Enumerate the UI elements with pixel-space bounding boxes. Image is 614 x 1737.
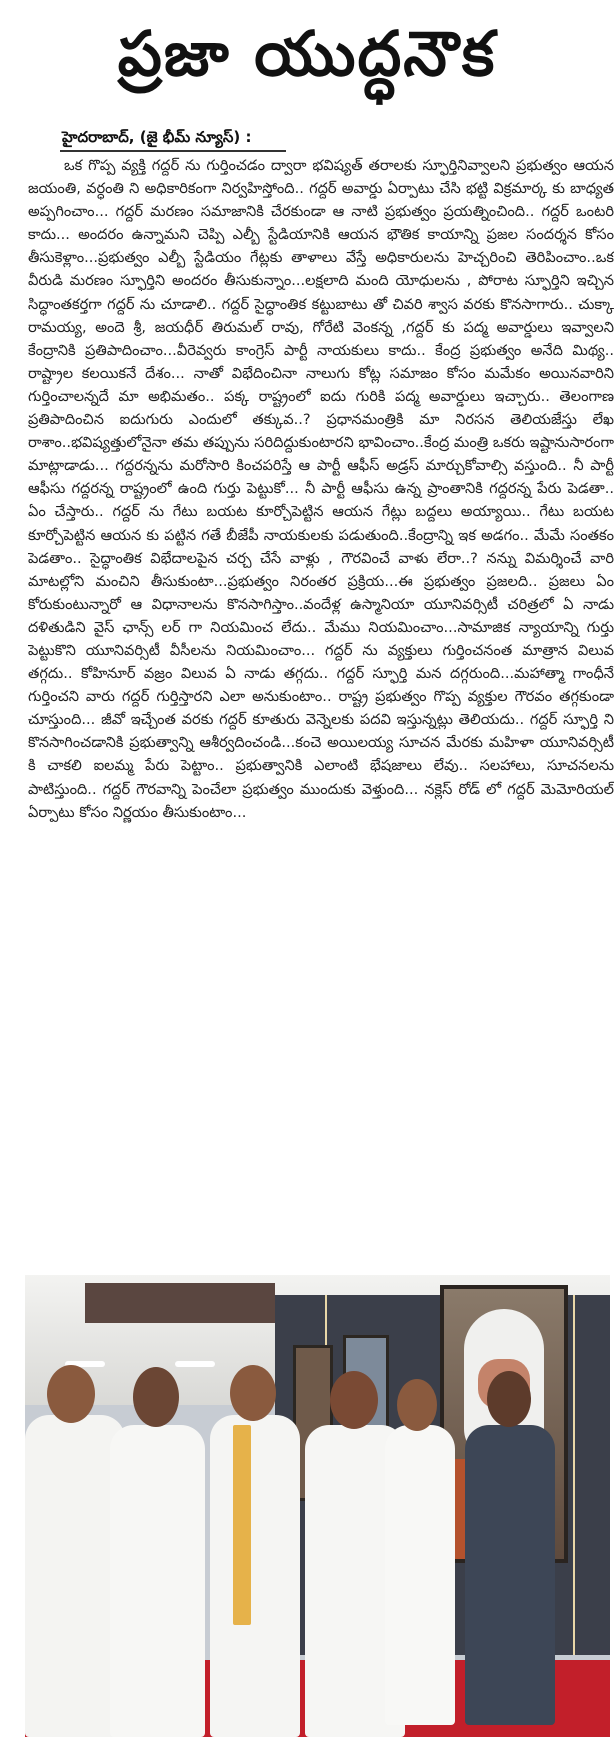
photo-ceiling-light (175, 1361, 215, 1367)
headline: ప్రజా యుద్ధనౌక (117, 17, 497, 90)
photo-person-head (230, 1365, 276, 1421)
dateline: హైదరాబాద్, (జై భీమ్ న్యూస్) : (62, 128, 252, 146)
photo-person-head (487, 1371, 531, 1427)
photo-person-head (397, 1379, 437, 1431)
photo-shawl (233, 1425, 251, 1625)
photo-person (210, 1415, 300, 1737)
photo-person-head (330, 1371, 378, 1429)
photo-person-head (47, 1365, 95, 1423)
photo-ceiling-panel (85, 1283, 275, 1323)
article-text: ఒక గొప్ప వ్యక్తి గద్దర్ ను గుర్తించడం ద్వారా భవిష్యత్ తరాలకు స్ఫూర్తినివ్వాలని ప్రభుత్వం ఆయన జయంతి, వర్ధంతి ని అధికారికంగా నిర్వహిస్తోంది.. గద్దర్ అవార్డు ఏర్పాటు చేసి భట్టి విక్రమార్క కు బాధ్యత అప్పగించాం... గద్దర్ మరణం సమాజానికి చేరకుండా ఆ నాటి ప్రభుత్వం ప్రయత్నించింది.. గద్దర్ ఒంటరి కాదు... అందరం ఉన్నామని చెప్పి ఎల్బీ స్టేడియానికి ఆయన భౌతిక కాయాన్ని ప్రజల సందర్శన కోసం తీసుకెళ్లాం...ప్రభుత్వం ఎల్బీ స్టేడియం గేట్లకు తాళాలు వేస్తే అధికారులను హెచ్చరించి తెరిపించాం..ఒక వీరుడి మరణం స్ఫూర్తిని అందరం తీసుకున్నాం...లక్షలాది మంది యోధులను , పోరాట స్ఫూర్తిని ఇచ్చిన సిద్ధాంతకర్తగా గద్దర్ ను చూడాలి.. గద్దర్ సైద్ధాంతిక కట్టుబాటు తో చివరి శ్వాస వరకు కొనసాగారు.. చుక్కా రామయ్య, అందె శ్రీ, జయధీర్ తిరుమల్ రావు, గోరేటి వెంకన్న ,గద్దర్ కు పద్మ అవార్డులు ఇవ్వాలని కేంద్రానికి ప్రతిపాదించాం...వీరెవ్వరు కాంగ్రెస్ పార్టీ నాయకులు కాదు.. కేంద్ర ప్రభుత్వం అనేది మిథ్య.. రాష్ట్రాల కలయికనే దేశం... నాతో విభేదించినా నాలుగు కోట్ల సమాజం కోసం మమేకం అయినవారిని గుర్తించాలన్నదే మా అభిమతం.. పక్క రాష్ట్రంలో ఐదు గురికి పద్మ అవార్డులు ఇచ్చారు.. తెలంగాణ ప్రతిపాదించిన ఐదుగురు ఎందులో తక్కువ..? ప్రధానమంత్రికి మా నిరసన తెలియజేస్తు లేఖ రాశాం..భవిష్యత్తులోనైనా తమ తప్పును సరిదిద్దుకుంటారని భావించాం..కేంద్ర మంత్రి ఒకరు ఇష్టానుసారంగా మాట్లాడాడు... గద్దరన్నను మరోసారి కించపరిస్తే ఆ పార్టీ ఆఫీస్ అడ్రస్ మార్చుకోవాల్సి వస్తుంది.. నీ పార్టీ ఆఫీసు గద్దరన్న రాష్ట్రంలో ఉంది గుర్తు పెట్టుకో... నీ పార్టీ ఆఫీసు ఉన్న ప్రాంతానికి గద్దరన్న పేరు పెడతా.. ఏం చేస్తారు.. గద్దర్ ను గేటు బయట కూర్చోపెట్టిన ఆయన గేట్లు బద్దలు అయ్యాయి.. గేటు బయట కూర్చోపెట్టిన ఆయన కు పట్టిన గతే బీజేపీ నాయకులకు పడుతుంది..కేంద్రాన్ని ఇక అడగం.. మేమే సంతకం పెడతాం.. సైద్ధాంతిక విభేదాలపైన చర్చ చేసే వాళ్లు , గౌరవించే వాళు లేరా..? నన్ను విమర్శించే వారి మాటల్లోని మంచిని తీసుకుంటా...ప్రభుత్వం నిరంతర ప్రక్రియ...ఈ ప్రభుత్వం ప్రజలది.. ప్రజలు ఏం కోరుకుంటున్నారో ఆ విధానాలను కొనసాగిస్తాం..వందేళ్ల ఉస్మానియా యూనివర్సిటీ చరిత్రలో ఏ నాడు దళితుడిని వైస్ ఛాన్స్ లర్ గా నియమించ లేదు.. మేము నియమించాం...సామాజిక న్యాయాన్ని గుర్తు పెట్టుకొని యూనివర్సిటీ వీసీలను నియమించాం... గద్దర్ ను వ్యక్తులు గుర్తించనంత మాత్రాన విలువ తగ్గదు.. కోహినూర్ వజ్రం విలువ ఏ నాడు తగ్గదు.. గద్దర్ స్ఫూర్తి మన దగ్గరుంది...మహాత్మా గాంధీనే గుర్తించని వారు గద్దర్ గుర్తిస్తారని ఎలా అనుకుంటాం.. రాష్ట్ర ప్రభుత్వం గొప్ప వ్యక్తుల గౌరవం తగ్గకుండా చూస్తుంది... జీవో ఇచ్చేంత వరకు గద్దర్ కూతురు వెన్నెలకు పదవి ఇస్తున్నట్లు తెలియదు.. గద్దర్ స్ఫూర్తి ని కొనసాగించడానికి ప్రభుత్వాన్ని ఆశీర్వదించండి...కంచె అయిలయ్య సూచన మేరకు మహిళా యూనివర్సిటీ కి చాకలి ఐలమ్మ పేరు పెట్టాం.. ప్రభుత్వానికి ఎలాంటి భేషజాలు లేవు.. సలహాలు, సూచనలను పాటిస్తుంది.. గద్దర్ గౌరవాన్ని పెంచేలా ప్రభుత్వం ముందుకు వెళ్తుంది... నక్లెస్ రోడ్ లో గద్దర్ మెమోరియల్ ఏర్పాటు కోసం నిర్ణయం తీసుకుంటాం... (28, 157, 614, 821)
article-body (28, 154, 614, 1234)
photo-person-head (133, 1367, 179, 1427)
dateline-underline (60, 150, 286, 152)
photo-person (385, 1425, 455, 1725)
photo-wall-slit (573, 1295, 575, 1655)
photo-person (110, 1425, 205, 1737)
photo-person (465, 1425, 555, 1725)
event-photo (25, 1275, 610, 1737)
